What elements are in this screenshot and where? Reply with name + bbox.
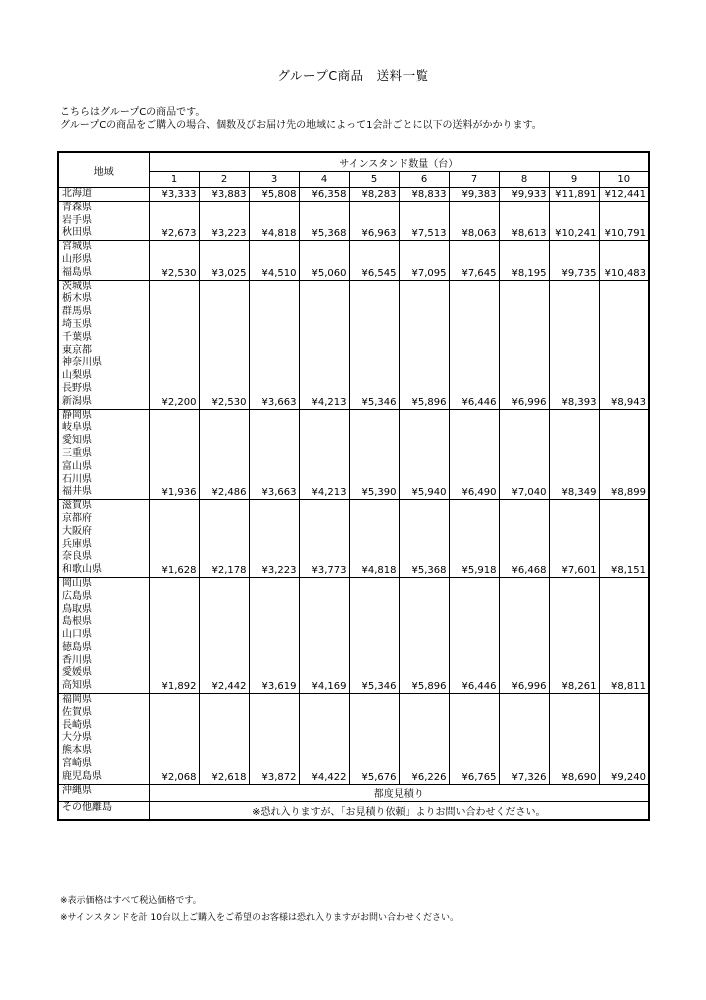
quantity-10: 10 [599, 172, 649, 188]
region-name: 宮城県 [62, 241, 92, 253]
table-row [58, 201, 649, 240]
price-cell: ¥8,613 [499, 201, 549, 240]
quantity-4: 4 [299, 172, 349, 188]
price-cell: ¥4,213 [299, 409, 349, 500]
quantity-6: 6 [399, 172, 449, 188]
region-name: 福井県 [62, 486, 92, 498]
price-cell: ¥5,896 [399, 577, 449, 693]
quantity-2: 2 [199, 172, 249, 188]
region-name: 長野県 [62, 382, 92, 394]
price-cell: ¥3,223 [249, 500, 299, 578]
quantity-header: サインスタンド数量（台） [149, 152, 649, 172]
price-cell: ¥3,619 [249, 577, 299, 693]
price-cell: ¥1,936 [149, 409, 199, 500]
footnote-bulk: ※サインスタンドを計 10台以上ご購入をご希望のお客様は恐れ入りますがお問い合わせください。 [60, 913, 459, 923]
table-row [58, 188, 649, 202]
price-cell: ¥9,735 [549, 241, 599, 280]
price-cell: ¥2,068 [149, 694, 199, 785]
price-cell: ¥8,943 [599, 280, 649, 409]
price-cell: ¥3,025 [199, 241, 249, 280]
price-cell: ¥9,240 [599, 694, 649, 785]
price-cell: ¥9,933 [499, 188, 549, 202]
region-name: 北海道 [62, 188, 92, 199]
region-cell [58, 577, 149, 693]
price-cell: ¥7,095 [399, 241, 449, 280]
quantity-5: 5 [349, 172, 399, 188]
region-name: 東京都 [62, 344, 92, 356]
price-cell: ¥3,663 [249, 409, 299, 500]
price-cell: ¥5,940 [399, 409, 449, 500]
price-cell: ¥5,346 [349, 577, 399, 693]
price-cell: ¥9,383 [449, 188, 499, 202]
page-title: グループC商品 送料一覧 [277, 68, 429, 83]
price-cell: ¥6,765 [449, 694, 499, 785]
table-row [58, 241, 649, 280]
region-name: 山梨県 [62, 370, 92, 382]
region-name: 新潟県 [62, 395, 92, 407]
price-cell: ¥1,892 [149, 577, 199, 693]
region-cell [58, 409, 149, 500]
price-cell: ¥3,223 [199, 201, 249, 240]
table-row [58, 500, 649, 578]
price-cell: ¥4,818 [249, 201, 299, 240]
region-name: 島根県 [62, 616, 92, 628]
price-cell: ¥8,195 [499, 241, 549, 280]
price-cell: ¥7,040 [499, 409, 549, 500]
shipping-rate-table [57, 151, 650, 821]
price-cell: ¥6,358 [299, 188, 349, 202]
price-cell: ¥5,808 [249, 188, 299, 202]
region-name: 香川県 [62, 654, 92, 666]
intro-text [60, 106, 542, 132]
price-cell: ¥11,891 [549, 188, 599, 202]
price-cell: ¥2,673 [149, 201, 199, 240]
region-name: 岩手県 [62, 214, 92, 226]
region-name: 広島県 [62, 590, 92, 602]
quantity-9: 9 [549, 172, 599, 188]
region-name: 茨城県 [62, 280, 92, 292]
footnotes [60, 893, 459, 927]
region-name: 岡山県 [62, 577, 92, 589]
price-cell: ¥10,241 [549, 201, 599, 240]
region-name: 三重県 [62, 447, 92, 459]
price-cell: ¥3,333 [149, 188, 199, 202]
okinawa-region: 沖縄県 [58, 784, 149, 801]
quantity-7: 7 [449, 172, 499, 188]
region-name: 千葉県 [62, 331, 92, 343]
quantity-3: 3 [249, 172, 299, 188]
price-cell: ¥6,545 [349, 241, 399, 280]
price-cell: ¥2,200 [149, 280, 199, 409]
price-cell: ¥4,510 [249, 241, 299, 280]
quantity-8: 8 [499, 172, 549, 188]
price-cell: ¥8,151 [599, 500, 649, 578]
price-cell: ¥8,899 [599, 409, 649, 500]
price-cell: ¥5,060 [299, 241, 349, 280]
price-cell: ¥2,530 [149, 241, 199, 280]
islands-note: ※恐れ入りますが、「お見積り依頼」よりお問い合わせください。 [149, 801, 649, 820]
price-cell: ¥5,368 [399, 500, 449, 578]
price-cell: ¥7,513 [399, 201, 449, 240]
region-name: 熊本県 [62, 745, 92, 757]
price-cell: ¥2,618 [199, 694, 249, 785]
price-cell: ¥8,283 [349, 188, 399, 202]
region-name: 青森県 [62, 201, 92, 213]
price-cell: ¥2,486 [199, 409, 249, 500]
region-name: 山形県 [62, 253, 92, 265]
price-cell: ¥5,918 [449, 500, 499, 578]
region-name: 滋賀県 [62, 500, 92, 512]
region-name: 兵庫県 [62, 538, 92, 550]
price-cell: ¥10,791 [599, 201, 649, 240]
region-name: 奈良県 [62, 551, 92, 563]
price-cell: ¥7,601 [549, 500, 599, 578]
price-cell: ¥4,818 [349, 500, 399, 578]
region-name: 岐阜県 [62, 422, 92, 434]
quantity-1: 1 [149, 172, 199, 188]
price-cell: ¥1,628 [149, 500, 199, 578]
price-cell: ¥8,261 [549, 577, 599, 693]
price-cell: ¥6,446 [449, 280, 499, 409]
price-cell: ¥6,996 [499, 280, 549, 409]
price-cell: ¥10,483 [599, 241, 649, 280]
table-row [58, 409, 649, 500]
table-row [58, 694, 649, 785]
region-name: 鳥取県 [62, 603, 92, 615]
region-name: 和歌山県 [62, 564, 102, 576]
price-cell: ¥6,490 [449, 409, 499, 500]
region-name: 石川県 [62, 473, 92, 485]
price-cell: ¥6,963 [349, 201, 399, 240]
region-cell [58, 280, 149, 409]
price-cell: ¥4,169 [299, 577, 349, 693]
region-name: 大分県 [62, 732, 92, 744]
price-cell: ¥5,896 [399, 280, 449, 409]
table-row [58, 577, 649, 693]
region-header: 地域 [58, 152, 149, 188]
region-name: 宮崎県 [62, 758, 92, 770]
region-name: 京都府 [62, 512, 92, 524]
islands-region: その他離島 [58, 801, 149, 820]
price-cell: ¥6,446 [449, 577, 499, 693]
region-name: 栃木県 [62, 293, 92, 305]
price-cell: ¥4,213 [299, 280, 349, 409]
price-cell: ¥8,063 [449, 201, 499, 240]
region-name: 福岡県 [62, 694, 92, 706]
price-cell: ¥3,663 [249, 280, 299, 409]
region-name: 大阪府 [62, 525, 92, 537]
price-cell: ¥3,883 [199, 188, 249, 202]
intro-line-1: こちらはグループCの商品です。 [60, 107, 206, 118]
price-cell: ¥5,676 [349, 694, 399, 785]
region-cell [58, 201, 149, 240]
price-cell: ¥2,530 [199, 280, 249, 409]
price-cell: ¥3,872 [249, 694, 299, 785]
region-cell [58, 694, 149, 785]
region-name: 徳島県 [62, 641, 92, 653]
region-name: 富山県 [62, 460, 92, 472]
price-cell: ¥8,393 [549, 280, 599, 409]
intro-line-2: グループCの商品をご購入の場合、個数及びお届け先の地域によって1会計ごとに以下の送料がかかります。 [60, 120, 542, 131]
price-cell: ¥7,326 [499, 694, 549, 785]
price-cell: ¥8,349 [549, 409, 599, 500]
region-name: 福島県 [62, 266, 92, 278]
price-cell: ¥5,390 [349, 409, 399, 500]
price-cell: ¥8,690 [549, 694, 599, 785]
region-name: 神奈川県 [62, 357, 102, 369]
region-name: 愛知県 [62, 435, 92, 447]
region-name: 長崎県 [62, 719, 92, 731]
region-name: 群馬県 [62, 306, 92, 318]
price-cell: ¥3,773 [299, 500, 349, 578]
region-cell [58, 241, 149, 280]
table-row [58, 280, 649, 409]
region-name: 鹿児島県 [62, 770, 102, 782]
price-cell: ¥2,178 [199, 500, 249, 578]
region-name: 愛媛県 [62, 667, 92, 679]
rate-rows [58, 188, 649, 785]
region-name: 山口県 [62, 629, 92, 641]
region-name: 埼玉県 [62, 318, 92, 330]
price-cell: ¥6,226 [399, 694, 449, 785]
price-cell: ¥5,368 [299, 201, 349, 240]
price-cell: ¥4,422 [299, 694, 349, 785]
price-cell: ¥8,833 [399, 188, 449, 202]
price-cell: ¥7,645 [449, 241, 499, 280]
price-cell: ¥12,441 [599, 188, 649, 202]
region-cell [58, 188, 149, 202]
region-name: 高知県 [62, 680, 92, 692]
region-name: 秋田県 [62, 227, 92, 239]
price-cell: ¥8,811 [599, 577, 649, 693]
price-cell: ¥5,346 [349, 280, 399, 409]
okinawa-note: 都度見積り [149, 784, 649, 801]
region-name: 静岡県 [62, 409, 92, 421]
price-cell: ¥6,468 [499, 500, 549, 578]
price-cell: ¥2,442 [199, 577, 249, 693]
region-name: 佐賀県 [62, 706, 92, 718]
price-cell: ¥6,996 [499, 577, 549, 693]
footnote-tax: ※表示価格はすべて税込価格です。 [60, 896, 202, 906]
region-cell [58, 500, 149, 578]
